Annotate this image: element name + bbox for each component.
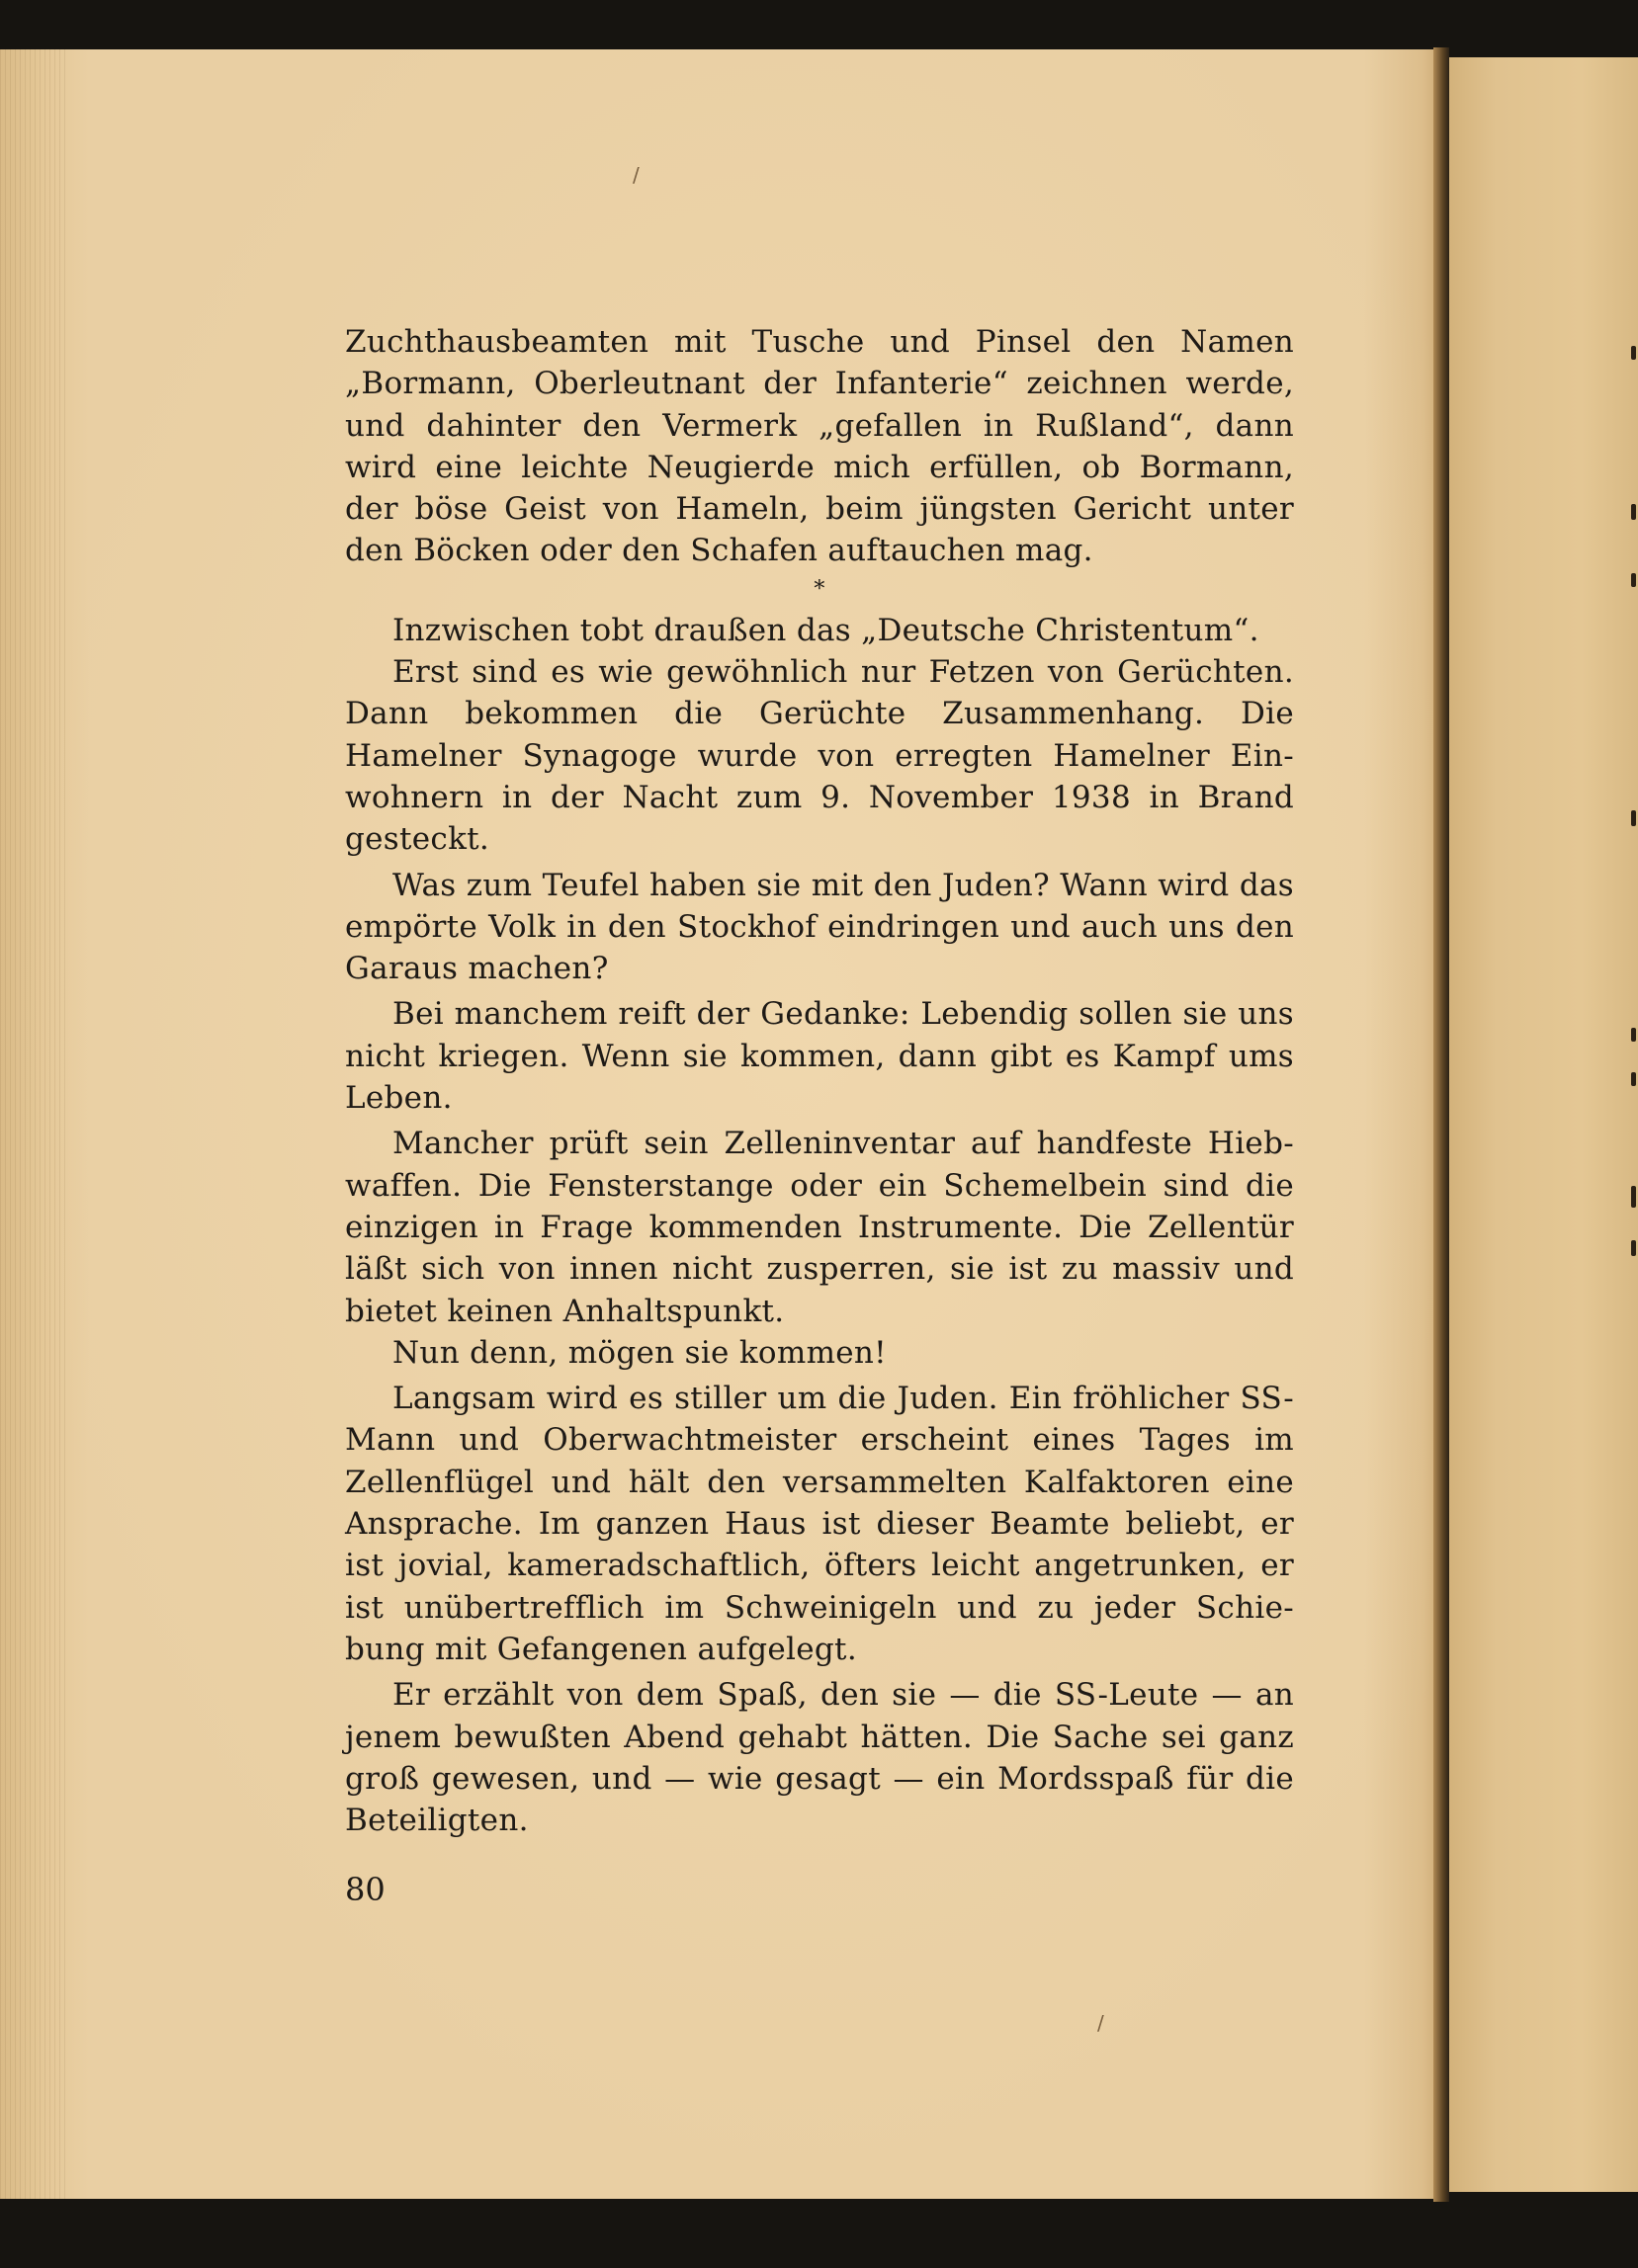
paper-speck: / xyxy=(1097,2011,1104,2035)
paragraph: Er erzählt von dem Spaß, den sie — die SS-Leute — an jenem bewußten Abend gehabt hätten. Die Sache sei ganz groß gewesen, und — wie gesagt — ein Mordsspaß für die Beteiligten. xyxy=(345,1677,1295,1839)
bleed-mark xyxy=(1631,346,1636,360)
bleed-mark xyxy=(1631,810,1636,826)
paper-speck: / xyxy=(633,163,640,187)
bleed-mark xyxy=(1631,504,1636,520)
paragraph: Bei manchem reift der Gedanke: Lebendig sollen sie uns nicht kriegen. Wenn sie kommen, dann gibt es Kampf ums Leben. xyxy=(345,996,1294,1117)
paragraph: Inzwischen tobt draußen das „Deutsche Christentum“. xyxy=(392,612,1259,648)
paragraph: Erst sind es wie gewöhnlich nur Fetzen von Gerüchten. Dann bekommen die Gerüchte Zusammenhang. Die Hamelner Synagoge wurde von erregten Hamelner Ein-wohnern in der Nacht zum 9. November 1938 in Brand gesteckt. xyxy=(345,654,1294,858)
bleed-mark xyxy=(1631,1072,1636,1086)
paragraph: Was zum Teufel haben sie mit den Juden? Wann wird das empörte Volk in den Stockhof eindringen und auch uns den Garaus machen? xyxy=(345,867,1294,987)
page-stack-edge xyxy=(0,49,69,2199)
paragraph: Mancher prüft sein Zelleninventar auf handfeste Hieb-waffen. Die Fensterstange oder ein Schemelbein sind die einzigen in Frage kommenden Instrumente. Die Zellentür läßt sich von innen nicht zusperren, sie ist zu massiv und bietet keinen Anhaltspunkt. xyxy=(345,1126,1294,1329)
book-gutter xyxy=(1433,47,1449,2202)
bleed-mark xyxy=(1631,1240,1636,1256)
facing-page-edge xyxy=(1449,57,1638,2192)
section-separator: * xyxy=(814,576,825,602)
body-text xyxy=(345,321,1294,1841)
bleed-mark xyxy=(1631,573,1636,587)
paragraph: Zuchthausbeamten mit Tusche und Pinsel den Namen „Bormann, Oberleutnant der Infanterie“ zeichnen werde, und dahinter den Vermerk „gefallen in Rußland“, dann wird eine leichte Neugierde mich erfüllen, ob Bormann, der böse Geist von Hameln, beim jüngsten Gericht unter den Böcken oder den Schafen auftauchen mag. xyxy=(345,324,1294,569)
paragraph: Nun denn, mögen sie kommen! xyxy=(392,1334,887,1371)
bleed-mark xyxy=(1631,1186,1636,1208)
paragraph: Langsam wird es stiller um die Juden. Ein fröhlicher SS-Mann und Oberwachtmeister erscheint eines Tages im Zellenflügel und hält den versammelten Kalfaktoren eine Ansprache. Im ganzen Haus ist dieser Beamte beliebt, er ist jovial, kameradschaftlich, öfters leicht angetrunken, er ist unübertrefflich im Schweinigeln und zu jeder Schie-bung mit Gefangenen aufgelegt. xyxy=(345,1381,1295,1667)
page-number: 80 xyxy=(345,1871,386,1908)
bleed-mark xyxy=(1631,1028,1636,1042)
